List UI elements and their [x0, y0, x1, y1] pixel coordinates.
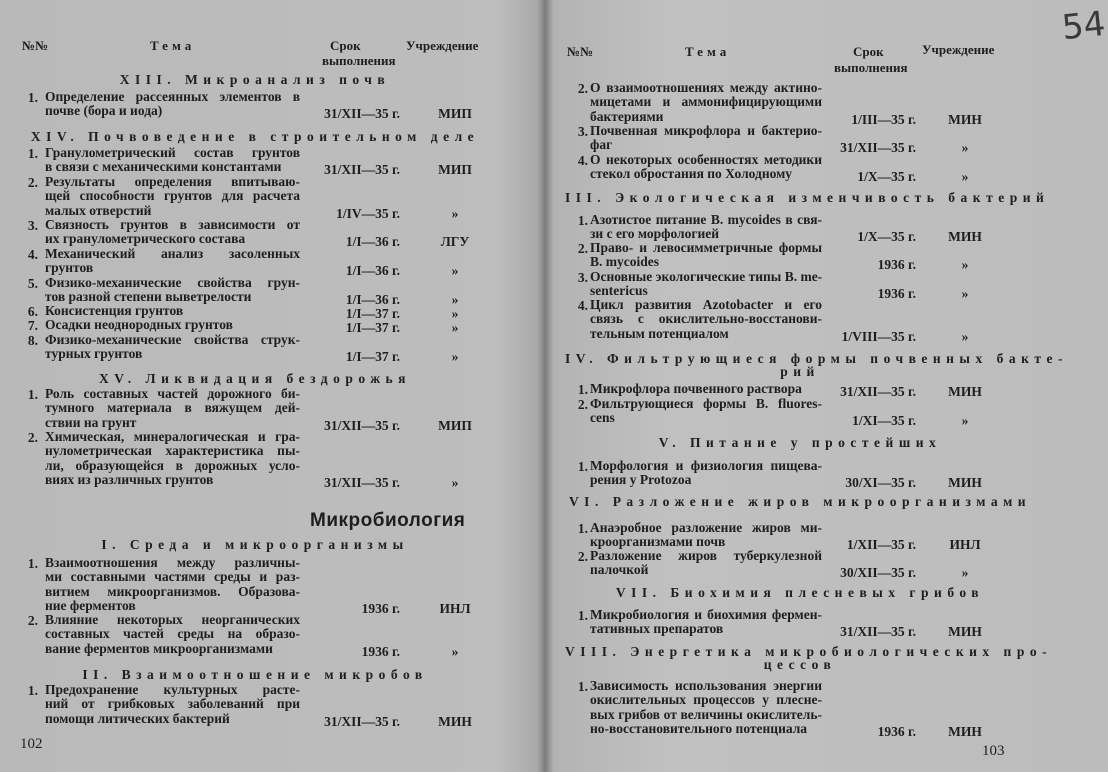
- item-topic-line: тумного материала в вяжущем дей-: [45, 400, 300, 416]
- item-topic-line: нулометрическая характеристика пы-: [45, 443, 300, 459]
- section-heading: VIII. Энергетика микробиологических про-: [565, 644, 1053, 659]
- item-topic-line: Взаимоотношения между различны-: [45, 555, 300, 570]
- item-deadline: 31/XII—35 г.: [324, 713, 400, 729]
- item-institution: »: [451, 320, 459, 335]
- item-topic-line: Цикл развития Azotobacter и его: [590, 297, 822, 312]
- item-topic-line: Физико-механические свойства грун-: [45, 275, 300, 290]
- item-topic-line: почве (бора и иода): [45, 103, 163, 119]
- item-topic-line: О некоторых особенностях методики: [590, 152, 822, 167]
- item-topic-line: палочкой: [590, 562, 649, 578]
- item-number: 3.: [577, 124, 588, 139]
- item-deadline: 1936 г.: [877, 286, 916, 302]
- item-deadline: 30/XI—35 г.: [845, 475, 916, 491]
- item-topic-line: cens: [590, 410, 615, 426]
- item-topic-line: окислительных процессов у плесне-: [590, 692, 822, 708]
- item-topic-line: грунтов: [45, 260, 94, 276]
- section-heading: III. Экологическая изменчивость бактерий: [565, 190, 1050, 205]
- item-topic-line: бактериями: [590, 108, 664, 124]
- item-topic-line: кроорганизмами почв: [590, 534, 726, 550]
- right-page-103: [550, 0, 1108, 772]
- item-deadline: 1936 г.: [877, 257, 916, 273]
- item-topic-line: Физико-механические свойства струк-: [45, 332, 300, 347]
- item-institution: »: [451, 205, 459, 221]
- item-institution: »: [451, 474, 459, 490]
- item-deadline: 1/IV—35 г.: [336, 205, 400, 221]
- item-topic-line: витием микроорганизмов. Образова-: [45, 583, 300, 599]
- item-topic-line: sentericus: [590, 283, 648, 299]
- section-heading: XIV. Почвоведение в строительном деле: [30, 129, 480, 144]
- item-deadline: 31/XII—35 г.: [840, 624, 916, 640]
- item-topic-line: малых отверстий: [45, 202, 152, 218]
- item-number: 1.: [577, 459, 588, 474]
- item-topic-line: Влияние некоторых неорганических: [45, 612, 300, 627]
- item-topic-line: Анаэробное разложение жиров ми-: [590, 520, 822, 535]
- item-institution: МИН: [948, 723, 982, 739]
- item-deadline: 1/VIII—35 г.: [841, 328, 916, 344]
- item-topic-line: вых грибов от величины окислитель-: [590, 706, 822, 722]
- item-number: 1.: [27, 387, 38, 402]
- item-number: 2.: [27, 175, 38, 190]
- item-number: 1.: [27, 683, 38, 698]
- item-deadline: 1/I—36 г.: [345, 234, 400, 250]
- item-topic-line: ствии на грунт: [45, 414, 137, 430]
- left-page-102: [0, 0, 540, 772]
- item-topic-line: составных частей среды на образо-: [45, 626, 300, 642]
- page-number: 103: [982, 743, 1005, 759]
- item-topic-line: ми составными частями среды и раз-: [45, 569, 300, 585]
- section-heading: II. Взаимоотношение микробов: [82, 667, 428, 682]
- item-deadline: 1936 г.: [361, 643, 400, 659]
- item-number: 2.: [27, 430, 38, 445]
- item-number: 2.: [27, 613, 38, 628]
- item-institution: »: [451, 643, 459, 659]
- item-institution: МИН: [948, 384, 982, 399]
- item-number: 5.: [27, 276, 38, 291]
- section-heading: XIII. Микроанализ почв: [119, 72, 391, 87]
- item-topic-line: тативных препаратов: [590, 621, 724, 637]
- item-topic-line: турных грунтов: [45, 346, 143, 362]
- item-institution: »: [961, 257, 969, 273]
- column-header-topic: Тема: [685, 44, 731, 59]
- item-topic-line: Роль составных частей дорожного би-: [45, 386, 300, 401]
- item-deadline: 1/XII—35 г.: [846, 537, 916, 553]
- item-institution: »: [961, 565, 969, 581]
- column-header-number: №№: [22, 38, 49, 53]
- item-institution: МИН: [948, 229, 982, 245]
- item-topic-line: мицетами и аммонифицирующими: [590, 94, 822, 110]
- item-number: 2.: [577, 81, 588, 96]
- item-deadline: 31/XII—35 г.: [324, 417, 400, 433]
- item-institution: ИНЛ: [439, 600, 471, 616]
- item-deadline: 1936 г.: [877, 723, 916, 739]
- column-header-institution: Учреждение: [922, 42, 995, 57]
- handwritten-folio-number: 54: [1060, 3, 1108, 49]
- item-institution: »: [961, 413, 969, 429]
- item-institution: »: [961, 169, 969, 185]
- item-institution: МИП: [438, 162, 472, 178]
- item-topic-line: Механический анализ засоленных: [45, 246, 300, 261]
- item-topic-line: связь с окислительно-восстанови-: [590, 311, 822, 327]
- section-heading-continued: цессов: [763, 657, 837, 672]
- item-number: 2.: [577, 241, 588, 256]
- item-deadline: 1/I—37 г.: [345, 320, 400, 335]
- section-heading: I. Среда и микроорганизмы: [101, 537, 409, 552]
- page-number: 102: [20, 736, 43, 752]
- item-topic-line: стекол обростания по Холодному: [590, 166, 793, 182]
- item-topic-line: Морфология и физиология пищева-: [590, 458, 822, 473]
- item-deadline: 1/I—37 г.: [345, 306, 400, 321]
- item-number: 1.: [27, 556, 38, 571]
- item-topic-line: Микрофлора почвенного раствора: [590, 381, 802, 396]
- column-header-topic: Тема: [150, 38, 196, 53]
- item-number: 3.: [27, 218, 38, 233]
- item-institution: ИНЛ: [949, 537, 981, 553]
- item-topic-line: ли, образующейся в дорожных усло-: [45, 457, 300, 473]
- item-deadline: 31/XII—35 г.: [324, 106, 400, 122]
- item-number: 4.: [27, 247, 38, 262]
- item-topic-line: Почвенная микрофлора и бактерио-: [590, 123, 822, 138]
- item-institution: МИН: [948, 624, 982, 640]
- item-topic-line: тов разной степени выветрелости: [45, 289, 252, 305]
- item-deadline: 1/I—36 г.: [345, 263, 400, 279]
- item-deadline: 1/X—35 г.: [857, 229, 916, 245]
- item-number: 2.: [577, 397, 588, 412]
- item-number: 4.: [577, 153, 588, 168]
- column-header-term: Срок: [853, 44, 884, 59]
- item-topic-line: Фильтрующиеся формы B. fluores-: [590, 396, 822, 411]
- item-topic-line: зи с его морфологией: [590, 226, 720, 242]
- item-number: 1.: [27, 90, 38, 105]
- item-deadline: 30/XII—35 г.: [840, 565, 916, 581]
- item-topic-line: фаг: [590, 137, 613, 153]
- column-header-institution: Учреждение: [406, 38, 479, 53]
- item-institution: »: [451, 263, 459, 279]
- item-number: 1.: [27, 146, 38, 161]
- item-institution: »: [451, 292, 459, 308]
- item-topic-line: но-восстановительного потенциала: [590, 720, 808, 736]
- column-header-number: №№: [567, 44, 594, 59]
- item-topic-line: Определение рассеянных элементов в: [45, 89, 300, 104]
- item-topic-line: их гранулометрического состава: [45, 231, 246, 247]
- item-topic-line: Разложение жиров туберкулезной: [590, 548, 822, 563]
- item-number: 1.: [577, 521, 588, 536]
- item-deadline: 1936 г.: [361, 600, 400, 616]
- item-topic-line: Связность грунтов в зависимости от: [45, 217, 300, 232]
- item-topic-line: Консистенция грунтов: [45, 303, 184, 318]
- item-deadline: 31/XII—35 г.: [324, 474, 400, 490]
- item-number: 3.: [577, 270, 588, 285]
- item-topic-line: Микробиология и биохимия фермен-: [590, 607, 822, 622]
- item-number: 1.: [577, 679, 588, 694]
- column-header-term: Срок: [330, 38, 361, 53]
- item-deadline: 31/XII—35 г.: [324, 162, 400, 178]
- item-topic-line: в связи с механическими константами: [45, 159, 282, 175]
- item-deadline: 31/XII—35 г.: [840, 140, 916, 156]
- item-topic-line: О взаимоотношениях между актино-: [590, 80, 822, 95]
- section-heading: XV. Ликвидация бездорожья: [99, 371, 411, 386]
- item-institution: МИН: [948, 475, 982, 491]
- item-number: 4.: [577, 298, 588, 313]
- item-topic-line: Основные экологические типы B. me-: [590, 269, 823, 284]
- item-topic-line: Гранулометрический состав грунтов: [45, 145, 300, 160]
- section-heading: V. Питание у простейших: [658, 435, 942, 450]
- item-topic-line: Предохранение культурных расте-: [45, 682, 300, 697]
- discipline-title: Микробиология: [310, 510, 466, 531]
- item-topic-line: помощи литических бактерий: [45, 710, 230, 726]
- item-topic-line: щей способности грунтов для расчета: [45, 188, 300, 204]
- item-topic-line: ний от грибковых заболеваний при: [45, 696, 300, 712]
- item-institution: »: [961, 328, 969, 344]
- item-deadline: 1/I—36 г.: [345, 292, 400, 308]
- item-institution: »: [451, 306, 459, 321]
- section-heading-continued: рий: [780, 364, 820, 379]
- item-institution: »: [451, 349, 459, 365]
- item-topic-line: виях из различных грунтов: [45, 471, 214, 487]
- item-topic-line: Результаты определения впитываю-: [45, 174, 300, 189]
- item-deadline: 1/I—37 г.: [345, 349, 400, 365]
- item-topic-line: рения у Protozoa: [590, 472, 692, 488]
- item-topic-line: тельным потенциалом: [590, 325, 729, 341]
- item-deadline: 31/XII—35 г.: [840, 384, 916, 399]
- item-institution: ЛГУ: [440, 234, 470, 250]
- item-deadline: 1/III—35 г.: [851, 111, 916, 127]
- column-header-term-line2: выполнения: [322, 53, 396, 68]
- item-institution: МИП: [438, 417, 472, 433]
- item-topic-line: B. mycoides: [590, 254, 659, 270]
- item-deadline: 1/X—35 г.: [857, 169, 916, 185]
- item-number: 1.: [577, 213, 588, 228]
- item-number: 1.: [577, 608, 588, 623]
- item-topic-line: Азотистое питание B. mycoides в свя-: [590, 212, 822, 227]
- item-topic-line: вание ферментов микроорганизмами: [45, 640, 273, 656]
- item-institution: »: [961, 140, 969, 156]
- item-number: 1.: [577, 382, 588, 397]
- item-topic-line: Осадки неоднородных грунтов: [45, 317, 233, 332]
- section-heading: VII. Биохимия плесневых грибов: [615, 585, 985, 600]
- item-number: 2.: [577, 549, 588, 564]
- section-heading: IV. Фильтрующиеся формы почвенных бакте-: [565, 351, 1068, 366]
- column-header-term-line2: выполнения: [834, 60, 908, 75]
- item-institution: МИН: [438, 713, 472, 729]
- item-deadline: 1/XI—35 г.: [852, 413, 916, 429]
- item-topic-line: Зависимость использования энергии: [590, 678, 822, 693]
- item-institution: МИН: [948, 111, 982, 127]
- item-institution: »: [961, 286, 969, 302]
- item-topic-line: ние ферментов: [45, 597, 136, 613]
- item-topic-line: Химическая, минералогическая и гра-: [45, 429, 300, 444]
- item-number: 6.: [27, 304, 38, 319]
- section-heading: VI. Разложение жиров микроорганизмами: [568, 494, 1032, 509]
- item-number: 7.: [27, 318, 38, 333]
- item-institution: МИП: [438, 106, 472, 122]
- item-number: 8.: [27, 333, 38, 348]
- item-topic-line: Право- и левосимметричные формы: [590, 240, 822, 255]
